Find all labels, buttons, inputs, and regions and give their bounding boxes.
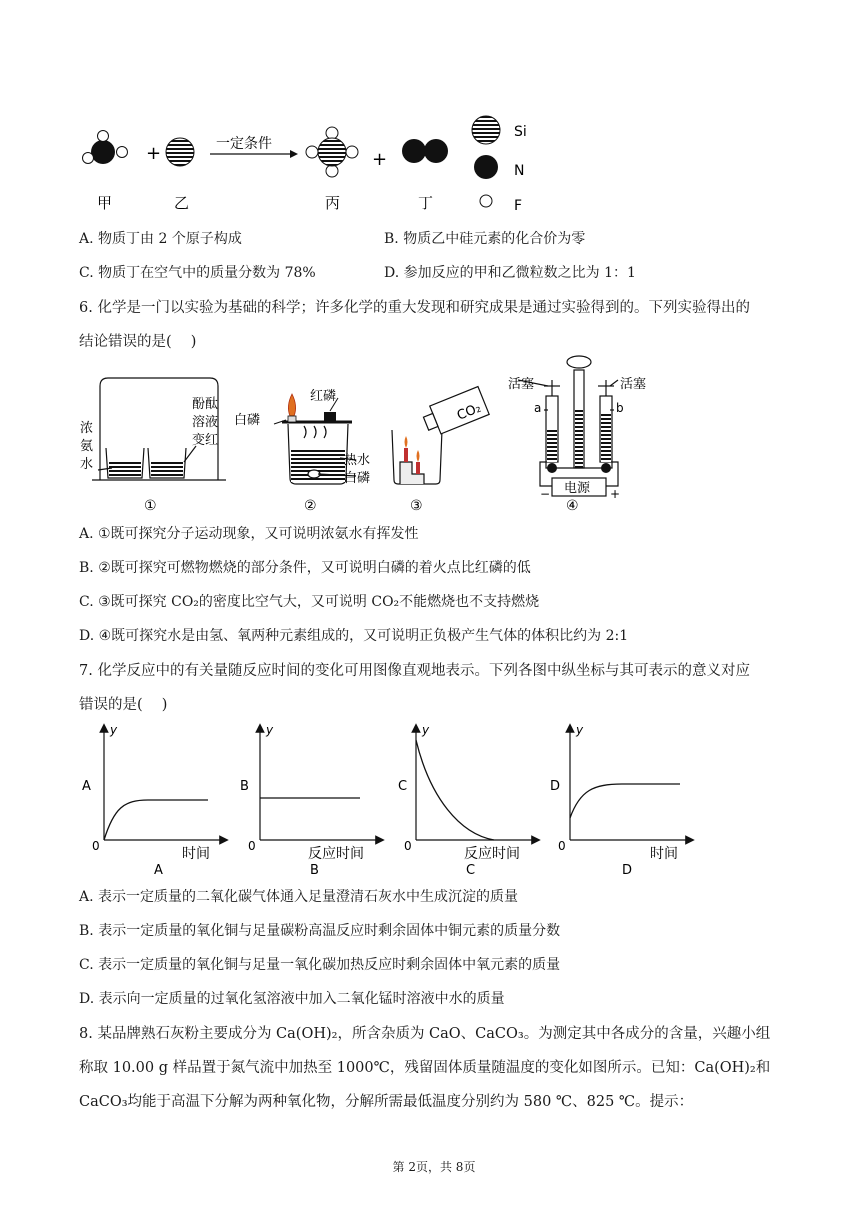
graph-b (240, 723, 380, 878)
q5-option-b: B. 物质乙中硅元素的化合价为零 (384, 231, 586, 247)
molecule-bing (306, 127, 358, 177)
exp4-label-minus: − (540, 487, 551, 501)
reaction-diagram (70, 100, 550, 225)
exp4-number: ④ (566, 498, 579, 514)
page-footer: 第 2页，共 8页 (392, 1160, 476, 1174)
graph-d-ylabel: y (576, 723, 584, 737)
exp2-label-hongling: 红磷 (310, 389, 337, 404)
q7-option-b: B. 表示一定质量的氧化铜与足量碳粉高温反应时剩余固体中铜元素的质量分数 (79, 923, 561, 939)
graph-b-ymark: B (240, 779, 249, 794)
legend-f: F (514, 198, 523, 214)
exp1-label-nong: 浓 (80, 421, 94, 436)
q8-line3: CaCO₃均能于高温下分解为两种氧化物，分解所需最低温度分别约为 580 ℃、825 ℃。提示： (79, 1094, 694, 1110)
exp4-label-plus: + (610, 487, 621, 501)
q8-line1: 8. 某品牌熟石灰粉主要成分为 Ca(OH)₂，所含杂质为 CaO、CaCO₃。为测定其中各成分的含量，兴趣小组 (79, 1026, 771, 1042)
q7-option-c: C. 表示一定质量的氧化铜与足量一氧化碳加热反应时剩余固体中氧元素的质量 (79, 957, 561, 973)
graph-c (398, 723, 536, 878)
graph-d-caption: D (622, 863, 633, 878)
graph-c-curve (416, 740, 494, 840)
graph-d-ymark: D (550, 779, 561, 794)
exp1-label-bianhong: 变红 (192, 433, 219, 448)
exp1-label-shui: 水 (80, 457, 94, 472)
q5-option-d: D. 参加反应的甲和乙微粒数之比为 1：1 (384, 265, 636, 281)
graph-a-origin: 0 (92, 839, 100, 853)
legend-f-swatch (480, 195, 492, 207)
graph-d-xlabel: 时间 (650, 846, 678, 862)
exp3-label-co2: CO₂ (455, 400, 484, 424)
graph-b-ylabel: y (266, 723, 274, 737)
q5-option-a: A. 物质丁由 2 个原子构成 (79, 231, 242, 247)
exp1-label-fenzhi: 酚酞 (192, 397, 219, 412)
exp2-number: ② (304, 498, 317, 514)
q6-stem-line2: 结论错误的是( ) (79, 334, 197, 350)
svg-text:+: + (372, 149, 388, 170)
legend-n-swatch (474, 155, 498, 179)
molecule-ding (402, 139, 448, 163)
exp2-label-reshui: 热水 (344, 453, 371, 468)
graph-a-caption: A (154, 863, 163, 878)
legend-si: Si (514, 124, 527, 140)
graph-c-caption: C (466, 863, 476, 878)
q7-option-d: D. 表示向一定质量的过氧化氢溶液中加入二氧化锰时溶液中水的质量 (79, 991, 505, 1007)
graph-c-xlabel: 反应时间 (464, 846, 520, 862)
graph-b-xlabel: 反应时间 (308, 846, 364, 862)
legend-n: N (514, 163, 525, 179)
graph-d-origin: 0 (558, 839, 566, 853)
q6-option-b: B. ②既可探究可燃物燃烧的部分条件，又可说明白磷的着火点比红磷的低 (79, 560, 531, 576)
exp4-label-huosai-right: 活塞 (620, 377, 647, 392)
q5-option-c: C. 物质丁在空气中的质量分数为 78% (79, 265, 316, 281)
exp1-label-rongye: 溶液 (192, 415, 219, 430)
q7-option-a: A. 表示一定质量的二氧化碳气体通入足量澄清石灰水中生成沉淀的质量 (79, 889, 519, 905)
molecule-yi (166, 138, 194, 166)
graph-b-caption: B (310, 863, 319, 878)
graph-d (550, 723, 690, 878)
svg-text:+: + (146, 143, 162, 164)
graph-a-ylabel: y (110, 723, 118, 737)
q6-option-d: D. ④既可探究水是由氢、氧两种元素组成的，又可说明正负极产生气体的体积比约为 2:1 (79, 628, 629, 644)
label-ding: 丁 (418, 194, 434, 212)
graph-c-ylabel: y (422, 723, 430, 737)
graph-d-curve (570, 784, 680, 818)
exp3-number: ③ (410, 498, 423, 514)
exp4-label-huosai-left: 活塞 (508, 377, 535, 392)
q6-experiments-figure (78, 350, 648, 515)
exp1-label-an: 氨 (80, 439, 94, 454)
q6-stem-line1: 6. 化学是一门以实验为基础的科学；许多化学的重大发现和研究成果是通过实验得到的。下列实验得出的 (79, 300, 750, 316)
legend-si-swatch (472, 116, 500, 144)
graph-c-origin: 0 (404, 839, 412, 853)
label-jia: 甲 (97, 194, 113, 212)
label-yi: 乙 (174, 194, 190, 212)
graph-a-curve (104, 800, 208, 840)
q8-line2: 称取 10.00 g 样品置于氮气流中加热至 1000℃，残留固体质量随温度的变化如图所示。已知：Ca(OH)₂和 (79, 1060, 771, 1076)
exp2-label-bailing-bottom: 白磷 (344, 471, 371, 486)
label-bing: 丙 (325, 194, 341, 212)
q7-graphs (78, 718, 698, 880)
graph-a-xlabel: 时间 (182, 846, 210, 862)
exp1-number: ① (144, 498, 157, 514)
exp4-label-dianyuan: 电源 (564, 481, 591, 496)
graph-a-ymark: A (82, 779, 91, 794)
molecule-jia (83, 131, 128, 165)
exp4-label-a: a (534, 401, 542, 415)
q6-option-c: C. ③既可探究 CO₂的密度比空气大，又可说明 CO₂不能燃烧也不支持燃烧 (79, 594, 540, 610)
graph-b-origin: 0 (248, 839, 256, 853)
reaction-condition: 一定条件 (216, 136, 272, 152)
exp4-label-b: b (616, 401, 624, 415)
graph-c-ymark: C (398, 779, 408, 794)
exp2-label-bailing-top: 白磷 (234, 413, 261, 428)
q6-option-a: A. ①既可探究分子运动现象，又可说明浓氨水有挥发性 (79, 526, 419, 542)
q7-stem-line1: 7. 化学反应中的有关量随反应时间的变化可用图像直观地表示。下列各图中纵坐标与其可表示的意义对应 (79, 663, 750, 679)
graph-a (82, 723, 224, 878)
q7-stem-line2: 错误的是( ) (79, 697, 168, 713)
